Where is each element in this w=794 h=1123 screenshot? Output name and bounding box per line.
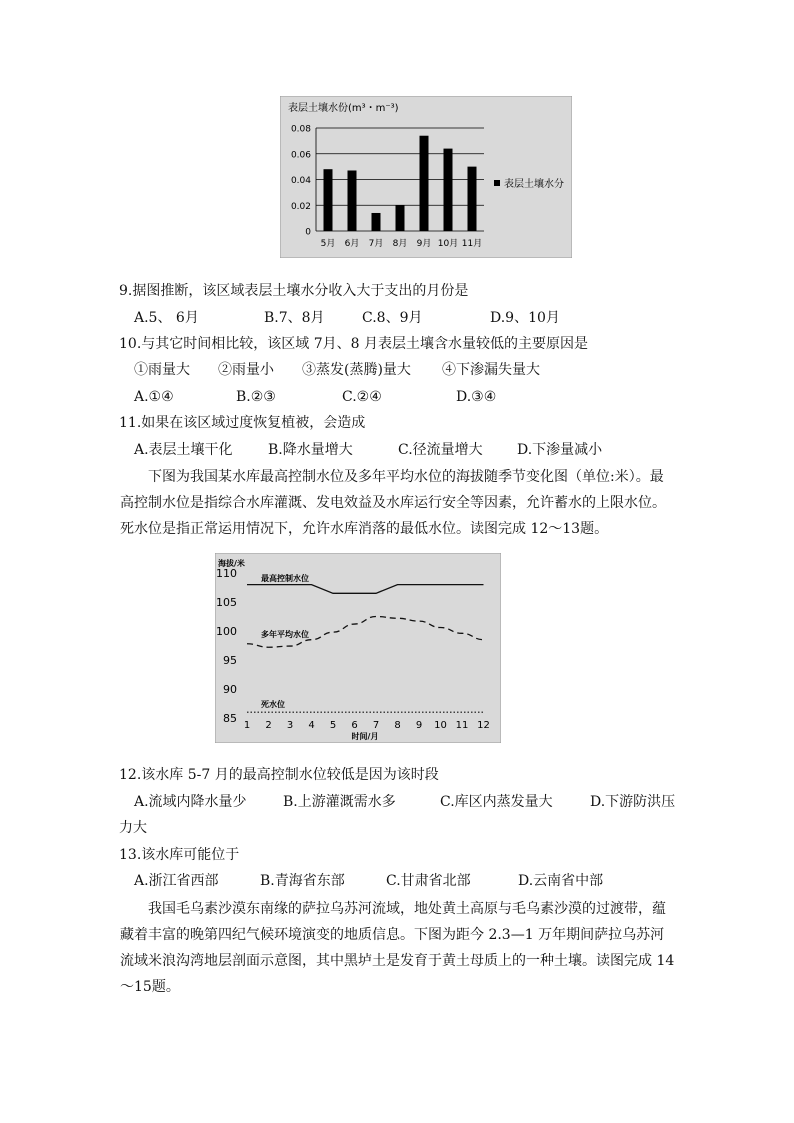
q10-option-b: B.②③ — [236, 389, 276, 405]
q11-option-d: D.下渗量减小 — [517, 442, 603, 458]
q12-option-b: B.上游灌溉需水多 — [283, 794, 396, 810]
y-tick-label: 0.02 — [290, 201, 311, 212]
q10-item-1: ①雨量大 — [134, 362, 190, 378]
q10-stem: 10.与其它时间相比较，该区域 7月、8 月表层土壤含水量较低的主要原因是 — [119, 336, 588, 352]
y-tick-label: 110 — [216, 567, 237, 580]
q12-option-d-continued: 力大 — [119, 820, 147, 836]
y-tick-label: 0.06 — [290, 150, 311, 161]
q9-option-b: B.7、8月 — [264, 310, 325, 326]
q13-option-c: C.甘肃省北部 — [386, 873, 471, 889]
x-tick-label: 3 — [286, 720, 294, 731]
y-tick-label: 105 — [216, 596, 237, 609]
bar-2 — [348, 170, 357, 231]
bar-6 — [444, 149, 453, 231]
q12-stem: 12.该水库 5-7 月的最高控制水位较低是因为该时段 — [119, 767, 439, 783]
x-tick-label: 9 — [415, 720, 423, 731]
q12-option-a: A.流域内降水量少 — [134, 794, 247, 810]
q12-option-c: C.库区内蒸发量大 — [440, 794, 553, 810]
x-tick-label: 7月 — [368, 239, 384, 249]
x-tick-label: 1 — [243, 720, 251, 731]
bar-5 — [420, 136, 429, 231]
q13-option-a: A.浙江省西部 — [134, 873, 219, 889]
x-tick-label: 10月 — [437, 239, 459, 249]
reservoir-level-chart — [215, 553, 501, 743]
q10-option-d: D.③④ — [456, 389, 497, 405]
q11-option-c: C.径流量增大 — [398, 442, 483, 458]
bar-1 — [324, 169, 333, 231]
series-label: 多年平均水位 — [261, 630, 309, 639]
x-tick-label: 2 — [265, 720, 272, 731]
x-tick-label: 5 — [329, 720, 337, 731]
series-label: 最高控制水位 — [261, 574, 309, 583]
x-tick-label: 6 — [351, 720, 358, 731]
x-tick-label: 10 — [434, 720, 447, 731]
legend-label: 表层土壤水分 — [504, 179, 564, 190]
q10-option-a: A.①④ — [134, 389, 174, 405]
q10-item-2: ②雨量小 — [218, 362, 274, 378]
y-tick-label: 0.04 — [290, 176, 311, 186]
x-tick-label: 8 — [394, 720, 401, 731]
chart-background — [215, 553, 501, 743]
y-tick-label: 95 — [223, 654, 237, 667]
q11-option-b: B.降水量增大 — [268, 442, 353, 458]
x-tick-label: 7 — [372, 720, 380, 731]
q10-option-c: C.②④ — [342, 389, 382, 405]
bar-7 — [468, 167, 477, 231]
q13-stem: 13.该水库可能位于 — [119, 847, 240, 863]
x-axis-label: 时间/月 — [351, 732, 379, 741]
bar-3 — [372, 213, 381, 231]
y-axis-label: 海拔/米 — [218, 559, 245, 568]
y-tick-label: 0.08 — [290, 124, 311, 135]
q13-option-b: B.青海省东部 — [260, 873, 345, 889]
q9-option-d: D.9、10月 — [490, 310, 560, 326]
y-tick-label: 85 — [223, 712, 237, 725]
intro-reservoir: 下图为我国某水库最高控制水位及多年平均水位的海拔随季节变化图（单位:米）。最高控制水位是指综合水库灌溉、发电效益及水库运行安全等因素，允许蓄水的上限水位。死水位是指正常运用情况下，允许水库消落的最低水位。读图完成 12～13题。 — [120, 469, 666, 537]
q9-option-c: C.8、9月 — [362, 310, 423, 326]
x-tick-label: 5月 — [320, 239, 336, 249]
x-tick-label: 8月 — [392, 239, 408, 249]
q13-option-d: D.云南省中部 — [518, 873, 604, 889]
q10-item-4: ④下渗漏失量大 — [442, 362, 540, 378]
legend-swatch — [494, 180, 500, 186]
series-label: 死水位 — [261, 700, 285, 709]
q12-option-d: D.下游防洪压 — [590, 794, 676, 810]
y-tick-label: 100 — [216, 625, 237, 638]
x-tick-label: 11 — [455, 720, 469, 731]
intro-salawusu: 我国毛乌素沙漠东南缘的萨拉乌苏河流域，地处黄土高原与毛乌素沙漠的过渡带，蕴藏着丰富的晚第四纪气候环境演变的地质信息。下图为距今 2.3—1 万年期间萨拉乌苏河流域米浪沟湾地层剖面示意图，其中黑垆土是发育于黄土母质上的一种土壤。读图完成 14～15题。 — [120, 901, 675, 995]
q11-stem: 11.如果在该区域过度恢复植被，会造成 — [119, 415, 366, 431]
x-tick-label: 12 — [477, 720, 490, 731]
x-tick-label: 11月 — [461, 239, 483, 249]
reservoir-level-chart-svg — [215, 553, 501, 743]
x-tick-label: 4 — [308, 720, 315, 731]
q11-option-a: A.表层土壤干化 — [134, 442, 233, 458]
chart-title: 表层土壤水份(m³・m⁻³) — [288, 103, 399, 114]
soil-moisture-chart — [280, 96, 572, 258]
bar-4 — [396, 205, 405, 231]
q10-item-3: ③蒸发(蒸腾)量大 — [302, 362, 411, 378]
y-tick-label: 90 — [223, 683, 237, 696]
q9-option-a: A.5、 6月 — [134, 310, 199, 326]
x-tick-label: 9月 — [416, 239, 432, 249]
x-tick-label: 6月 — [344, 239, 360, 249]
q9-stem: 9.据图推断，该区域表层土壤水分收入大于支出的月份是 — [119, 283, 469, 299]
soil-moisture-chart-svg — [280, 96, 572, 258]
y-tick-label: 0 — [305, 227, 311, 238]
